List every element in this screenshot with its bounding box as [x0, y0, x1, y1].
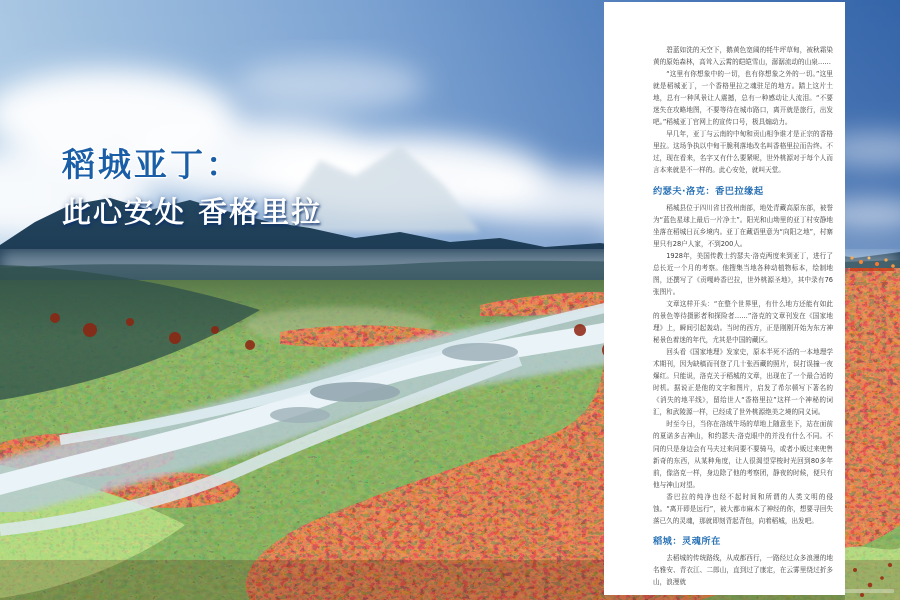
article-paragraph: 回头看《国家地理》发家史，原本半死不活的一本地理学术期刊，因为缺稿而刊登了几十张西藏的照片，误打误撞一夜爆红。只能说，洛克关于稻城的文章，出现在了一个最合适的时机。据说正是他的文字和图片，启发了希尔顿写下著名的《消失的地平线》，留给世人“香格里拉”这样一个神秘的词汇，和武陵源一样，已经成了世外桃源绝美之境的同义词。: [653, 348, 833, 417]
article-paragraph: 早几年，亚丁与云南的中甸和贡山相争谁才是正宗的香格里拉。这场争执以中甸干脆利落地改名叫香格里拉而告终。不过，现在看来，名字又有什么要紧呢，世外桃源对于每个人而言本来就是不一样的。此心安处，就叫天堂。: [653, 130, 833, 175]
article-paragraph: “这里有你想象中的一切，也有你想象之外的一切。”这里就是稻城亚丁，一个香格里拉之魂驻足的地方。踏上这片土地，总有一种风景让人震撼，总有一种感动让人流泪。“不要迷失在攻略地图，不要等待在城市路口，离开就是旅行，出发吧。”稻城亚丁官网上的宣传口号，极具煽动力。: [653, 70, 833, 127]
article-paragraph: 香巴拉的纯净也经不起时间和所谓的人类文明的侵蚀。“离开即是远行”，被大都市麻木了神经的你，想要寻回失落已久的灵魂，那就即刻背起背包，向着稻城，出发吧。: [653, 492, 833, 525]
article-paragraph: 稻城县位于四川省甘孜州南部，地处青藏高原东部，被誉为“蓝色星球上最后一片净土”。阳光和山坳里的亚丁村安静地坐落在稻城日瓦乡境内。亚丁在藏语里意为“向阳之地”，村寨里只有28户人家，不到200人。: [653, 203, 833, 248]
article-paragraph: 时至今日，当你在洛绒牛场的草地上随意坐下，站在面前的夏诺多吉神山，和约瑟夫·洛克眼中的并没有什么不同。不同的只是身边会有马夫过来问要不要骑马，或者小贩过来兜售新奇的东西，从某种角度，让人很渴望穿梭时光回到80多年前，像洛克一样，身边除了他的考察团，静夜的时候，便只有他与神山对望。: [653, 420, 833, 489]
photo-title: [62, 145, 323, 229]
article-paragraph: 文章这样开头：“在整个世界里，有什么地方还能有如此的景色等待摄影者和探险者……”洛克的文章刊发在《国家地理》上，瞬间引起轰动。当时的西方，正是刚刚开始为东方神秘景色着迷的年代，尤其是中国的藏区。: [653, 299, 833, 345]
article-paragraph: 去稻城的传统路线，从成都西行，一路经过众多浪漫的地名雅安、青衣江、二郎山，直到过了康定，在云雾里绕过折多山，浪漫就: [653, 553, 833, 586]
photo-title-line1: 稻城亚丁：: [62, 145, 242, 184]
photo-title-line2: 此心安处 香格里拉: [62, 195, 323, 229]
section-heading: 稻城：灵魂所在: [653, 535, 721, 547]
article-panel: [604, 2, 845, 595]
article-paragraph: 1928年，美国传教士约瑟夫·洛克两度来到亚丁，进行了总长近一个月的考察。他搜集当地各种动植物标本，绘制地图，还撰写了《贡嘎岭香巴拉，世外桃源圣地》，其中录有76张图片。: [653, 251, 833, 296]
article-column: [653, 44, 833, 588]
article-paragraph: 碧蓝如洗的天空下，鹅黄色宽阔的牦牛坪草甸，被秋霜染黄的原始森林，高耸入云霄的皑皑雪山，潺潺流动的山泉……: [653, 46, 833, 67]
photo-credit-watermark: [836, 589, 894, 593]
section-heading: 约瑟夫·洛克：香巴拉缘起: [653, 185, 764, 197]
